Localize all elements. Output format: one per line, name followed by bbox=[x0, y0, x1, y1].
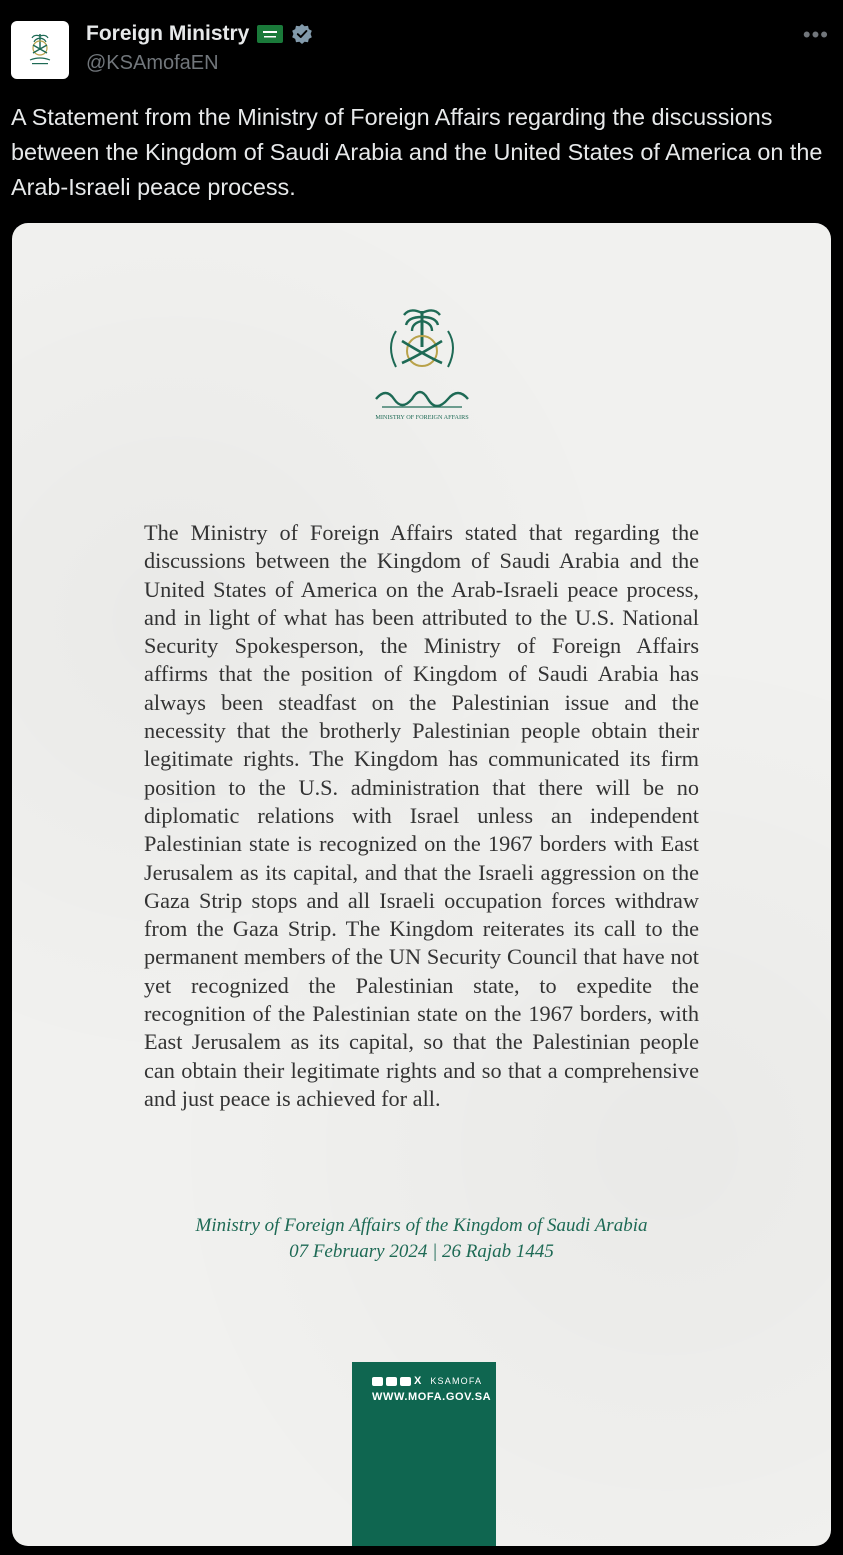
facebook-icon bbox=[386, 1377, 397, 1386]
signature-ministry: Ministry of Foreign Affairs of the Kingdom of Saudi Arabia bbox=[195, 1215, 648, 1236]
footer-url: WWW.MOFA.GOV.SA bbox=[372, 1391, 492, 1403]
ministry-emblem-icon bbox=[18, 28, 62, 72]
ministry-emblem-icon bbox=[362, 307, 482, 427]
emblem-caption: MINISTRY OF FOREIGN AFFAIRS bbox=[375, 414, 469, 421]
footer-banner bbox=[352, 1362, 496, 1546]
youtube-icon bbox=[372, 1377, 383, 1386]
saudi-flag-icon bbox=[257, 25, 283, 43]
signature-date: 07 February 2024 | 26 Rajab 1445 bbox=[289, 1241, 554, 1262]
author-name[interactable]: Foreign Ministry bbox=[86, 22, 250, 45]
tweet-text: A Statement from the Ministry of Foreign Affairs regarding the discussions between the Kingdom of Saudi Arabia and the United States of America on the Arab-Israeli peace process. bbox=[11, 104, 823, 200]
verified-badge-icon[interactable] bbox=[291, 23, 313, 45]
signature-block bbox=[12, 1213, 831, 1265]
footer-handle: KSAMOFA bbox=[430, 1376, 483, 1386]
author-handle[interactable]: @KSAmofaEN bbox=[86, 52, 219, 74]
social-icons-row bbox=[372, 1376, 482, 1386]
tweet-media-image[interactable] bbox=[12, 223, 831, 1546]
statement-body: The Ministry of Foreign Affairs stated that regarding the discussions between the Kingdom of Saudi Arabia and the United States of America on the Arab-Israeli peace process, and in light of what has been attributed to the U.S. National Security Spokesperson, the Ministry of Foreign Affairs affirms that the position of Kingdom of Saudi Arabia has always been steadfast on the Palestinian issue and the necessity that the brotherly Palestinian people obtain their legitimate rights. The Kingdom has communicated its firm position to the U.S. administration that there will be no diplomatic relations with Israel unless an independent Palestinian state is recognized on the 1967 borders with East Jerusalem as its capital, and that the Israeli aggression on the Gaza Strip stops and all Israeli occupation forces withdraw from the Gaza Strip. The Kingdom reiterates its call to the permanent members of the UN Security Council that have not yet recognized the Palestinian state, to expedite the recognition of the Palestinian state on the 1967 borders, with East Jerusalem as its capital, so that the Palestinian people can obtain their legitimate rights and so that a comprehensive and just peace is achieved for all. bbox=[144, 520, 699, 1111]
account-avatar[interactable] bbox=[11, 21, 69, 79]
author-name-row[interactable] bbox=[86, 22, 313, 46]
instagram-icon bbox=[400, 1377, 411, 1386]
x-icon: X bbox=[414, 1374, 422, 1387]
more-options-icon[interactable]: ••• bbox=[802, 22, 829, 47]
